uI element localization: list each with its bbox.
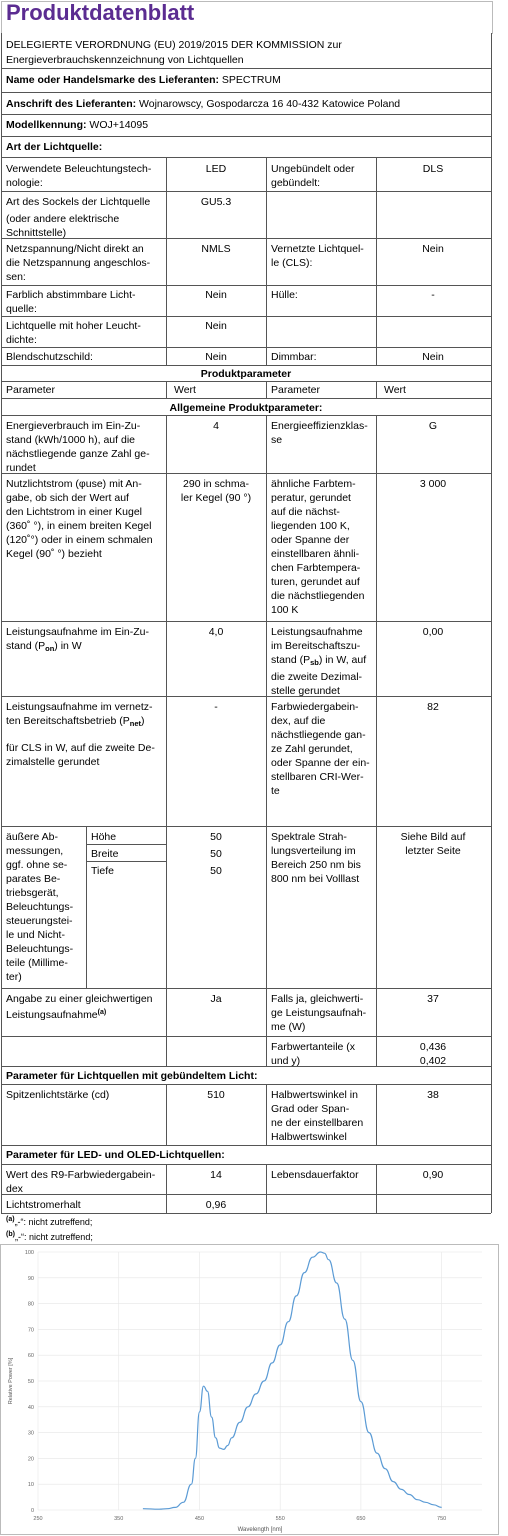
- model-row: [6, 118, 148, 132]
- supplier-address-label: Anschrift des Lieferanten:: [6, 98, 137, 110]
- socket-label-2: (oder andere elektrische: [6, 213, 120, 225]
- footnote-b: $^{(b)}$„-“: nicht zutreffend;: [6, 1231, 93, 1242]
- mains-label-3: sen:: [6, 271, 26, 283]
- psb-value: 0,00: [422, 626, 444, 638]
- equiv-value: Ja: [210, 993, 222, 1005]
- y-tick-label: 70: [27, 1327, 34, 1334]
- y-tick-label: 50: [27, 1379, 34, 1385]
- y-tick-label: 100: [24, 1250, 34, 1256]
- chroma-value: 0,436 0,402: [419, 1041, 447, 1067]
- y-tick-label: 0: [30, 1508, 34, 1514]
- width-value: 50: [210, 848, 222, 860]
- spd-value: Siehe Bild auf letzter Seite: [400, 831, 466, 857]
- energy-value: 4: [213, 420, 219, 432]
- psb-label: Leistungsaufnahme im Bereitschaftszu- stand $(P_{sb})$ in W, auf die zweite Dezimal- stelle gerundet: [271, 626, 367, 697]
- dimmable-label: Dimmbar:: [271, 351, 317, 363]
- equivw-value: 37: [427, 993, 439, 1005]
- maint-value: 0,96: [205, 1199, 227, 1211]
- energy-label: Energieverbrauch im Ein-Zu- stand (kWh/1000 h), auf die nächstliegende ganze Zahl ge- rundet: [6, 420, 150, 474]
- mains-label-1: Netzspannung/Nicht direkt an: [6, 243, 144, 255]
- chart-frame: [1, 1245, 499, 1535]
- y-tick-label: 80: [27, 1301, 34, 1308]
- model-value: WOJ+14095: [89, 119, 149, 131]
- peak-value: 510: [207, 1089, 225, 1101]
- r9-label: Wert des R9-Farbwiedergabein- dex: [6, 1169, 156, 1195]
- x-tick-label: 350: [114, 1516, 124, 1522]
- cls-label-1: Vernetzte Lichtquel-: [271, 243, 364, 255]
- directional-heading: Parameter für Lichtquellen mit gebündeltem Licht:: [6, 1070, 258, 1082]
- x-tick-label: 250: [33, 1516, 43, 1522]
- footnote-a: $^{(a)}$„-“: nicht zutreffend;: [6, 1216, 93, 1227]
- y-tick-label: 10: [27, 1482, 34, 1489]
- supplier-address-row: [6, 97, 400, 111]
- x-tick-label: 650: [356, 1516, 366, 1522]
- supplier-name-row: [6, 73, 281, 87]
- eclass-value: G: [428, 420, 438, 432]
- shield-value: Nein: [205, 351, 227, 363]
- cct-label: ähnliche Farbtem- peratur, gerundet auf die nächst- liegenden 100 K, oder Spanne der einstellbaren ähnli- chen Farbtempera- turen, gerundet auf die nächstliegenden 100 K: [271, 478, 365, 616]
- socket-value: GU5.3: [200, 196, 232, 208]
- depth-value: 50: [210, 865, 222, 877]
- shield-label: Blendschutzschild:: [6, 351, 93, 363]
- y-tick-label: 40: [27, 1404, 34, 1411]
- height-label: Höhe: [91, 831, 117, 843]
- general-heading: Allgemeine Produktparameter:: [169, 402, 323, 414]
- y-tick-label: 60: [27, 1353, 34, 1360]
- cls-label-2: le (CLS):: [271, 257, 313, 269]
- r9-value: 14: [210, 1169, 222, 1181]
- page-title: Produktdatenblatt: [6, 0, 195, 25]
- spd-label: Spektrale Strah- lungsverteilung im Bereich 250 nm bis 800 nm bei Volllast: [271, 831, 361, 885]
- tech-label-2: nologie:: [6, 177, 43, 189]
- cri-label: Farbwiedergabein- dex, auf die nächstliegende gan- ze Zahl gerundet, oder Spanne der ein- stellbaren CRI-Wer- te: [271, 701, 370, 797]
- cct-value: 3 000: [419, 478, 447, 490]
- eclass-label: Energieeffizienzklas- se: [271, 420, 368, 446]
- y-tick-label: 20: [27, 1456, 34, 1463]
- lightsource-heading: Art der Lichtquelle:: [6, 141, 103, 153]
- x-tick-label: 450: [194, 1516, 205, 1522]
- depth-label: Tiefe: [91, 865, 114, 877]
- flux-label: Nutzlichtstrom (φuse) mit An- gabe, ob sich der Wert auf den Lichtstrom in einer Kugel (360˚ °), in einem breiten Kegel (120˚°) oder in einem schmalen Kegel (90˚ °) bezieht: [6, 478, 153, 560]
- pnet-label: Leistungsaufnahme im vernetz- ten Bereitschaftsbetrieb $(P_{net})$ für CLS in W, auf die zweite De- zimalstelle gerundet: [6, 701, 155, 768]
- equiv-label: Angabe zu einer gleichwertigen Leistungsaufnahme$^{(a)}$: [6, 993, 153, 1021]
- model-label: Modellkennung:: [6, 119, 87, 131]
- col-param-1: Parameter: [6, 384, 56, 396]
- supplier-name-value: SPECTRUM: [221, 74, 281, 86]
- x-axis-label: Wavelength [nm]: [237, 1527, 283, 1533]
- hlum-value: Nein: [205, 320, 227, 332]
- tunable-value: Nein: [205, 289, 227, 301]
- cls-value: Nein: [422, 243, 444, 255]
- beam-value: 38: [427, 1089, 439, 1101]
- unbundled-label-2: gebündelt:: [271, 177, 321, 189]
- led-heading: Parameter für LED- und OLED-Lichtquellen:: [6, 1149, 225, 1161]
- supplier-name-label: Name oder Handelsmarke des Lieferanten:: [6, 74, 219, 86]
- socket-label-3: Schnittstelle): [6, 227, 67, 239]
- x-tick-label: 750: [437, 1516, 447, 1522]
- tech-value: LED: [205, 163, 227, 175]
- params-heading: Produktparameter: [200, 368, 292, 380]
- chroma-label: Farbwertanteile (x und y): [271, 1041, 356, 1067]
- unbundled-value: DLS: [422, 163, 444, 175]
- equivw-label: Falls ja, gleichwerti- ge Leistungsaufnah- me (W): [271, 993, 367, 1033]
- regulation-line-2: Energieverbrauchskennzeichnung von Lichtquellen: [6, 54, 244, 66]
- socket-label-1: Art des Sockels der Lichtquelle: [6, 196, 151, 208]
- col-value-1: Wert: [174, 384, 196, 396]
- peak-label: Spitzenlichtstärke (cd): [6, 1089, 110, 1101]
- pon-value: 4,0: [208, 626, 224, 638]
- pon-label: Leistungsaufnahme im Ein-Zu- stand $(P_{on})$ in W: [6, 626, 149, 653]
- dimmable-value: Nein: [422, 351, 444, 363]
- spectrum-chart: [0, 1244, 508, 1536]
- flux-value: 290 in schma- ler Kegel (90 °): [180, 478, 252, 504]
- envelope-value: -: [431, 289, 435, 301]
- width-label: Breite: [91, 848, 119, 860]
- hlum-label-2: dichte:: [6, 334, 37, 346]
- dims-label: äußere Ab- messungen, ggf. ohne se- parates Be- triebsgerät, Beleuchtungs- steuerungstei- le und Nicht- Beleuchtungs- teile (Millime- ter): [6, 831, 74, 983]
- maint-label: Lichtstromerhalt: [6, 1199, 81, 1211]
- supplier-address-value: Wojnarowscy, Gospodarcza 16 40-432 Katowice Poland: [139, 98, 401, 110]
- pnet-value: -: [214, 701, 218, 713]
- mains-value: NMLS: [201, 243, 231, 255]
- cri-value: 82: [427, 701, 439, 713]
- mains-label-2: die Netzspannung angeschlos-: [6, 257, 151, 269]
- tunable-label-2: quelle:: [6, 303, 37, 315]
- life-label: Lebensdauerfaktor: [271, 1169, 359, 1181]
- life-value: 0,90: [422, 1169, 444, 1181]
- envelope-label: Hülle:: [271, 289, 298, 301]
- hlum-label-1: Lichtquelle mit hoher Leucht-: [6, 320, 141, 332]
- tech-label-1: Verwendete Beleuchtungstech-: [6, 163, 152, 175]
- beam-label: Halbwertswinkel in Grad oder Span- ne der einstellbaren Halbwertswinkel: [271, 1089, 364, 1143]
- x-tick-label: 550: [275, 1516, 285, 1522]
- y-tick-label: 90: [27, 1275, 34, 1282]
- y-axis-label: Relative Power [%]: [8, 1357, 14, 1405]
- col-value-2: Wert: [384, 384, 406, 396]
- height-value: 50: [210, 831, 222, 843]
- unbundled-label-1: Ungebündelt oder: [271, 163, 355, 175]
- tunable-label-1: Farblich abstimmbare Licht-: [6, 289, 136, 301]
- regulation-line-1: DELEGIERTE VERORDNUNG (EU) 2019/2015 DER KOMMISSION zur: [6, 39, 342, 51]
- y-tick-label: 30: [27, 1430, 34, 1437]
- col-param-2: Parameter: [271, 384, 321, 396]
